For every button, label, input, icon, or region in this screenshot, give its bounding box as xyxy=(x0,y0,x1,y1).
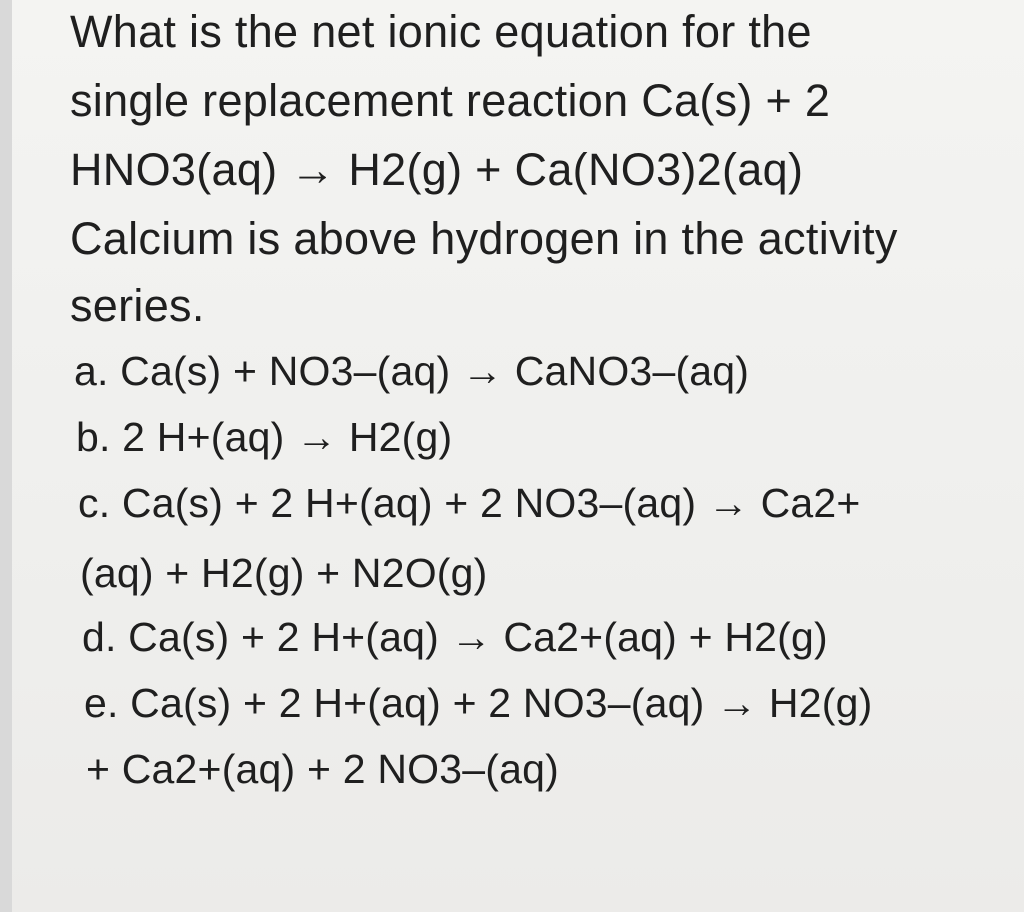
option-e[interactable]: e. Ca(s) + 2 H+(aq) + 2 NO3–(aq) → H2(g) xyxy=(84,680,873,726)
option-e-continued: + Ca2+(aq) + 2 NO3–(aq) xyxy=(86,746,559,792)
question-line-2: single replacement reaction Ca(s) + 2 xyxy=(70,75,831,126)
screen-area xyxy=(12,0,1024,912)
photo-edge xyxy=(0,0,12,912)
question-line-1: What is the net ionic equation for the xyxy=(70,6,812,57)
question-line-3: HNO3(aq) → H2(g) + Ca(NO3)2(aq) xyxy=(70,144,804,195)
option-d[interactable]: d. Ca(s) + 2 H+(aq) → Ca2+(aq) + H2(g) xyxy=(82,614,828,660)
option-b[interactable]: b. 2 H+(aq) → H2(g) xyxy=(76,414,453,460)
option-c[interactable]: c. Ca(s) + 2 H+(aq) + 2 NO3–(aq) → Ca2+ xyxy=(78,480,861,526)
option-a[interactable]: a. Ca(s) + NO3–(aq) → CaNO3–(aq) xyxy=(74,348,750,394)
question-line-5: series. xyxy=(70,280,205,331)
question-line-4: Calcium is above hydrogen in the activity xyxy=(70,213,898,264)
option-c-continued: (aq) + H2(g) + N2O(g) xyxy=(80,550,488,596)
